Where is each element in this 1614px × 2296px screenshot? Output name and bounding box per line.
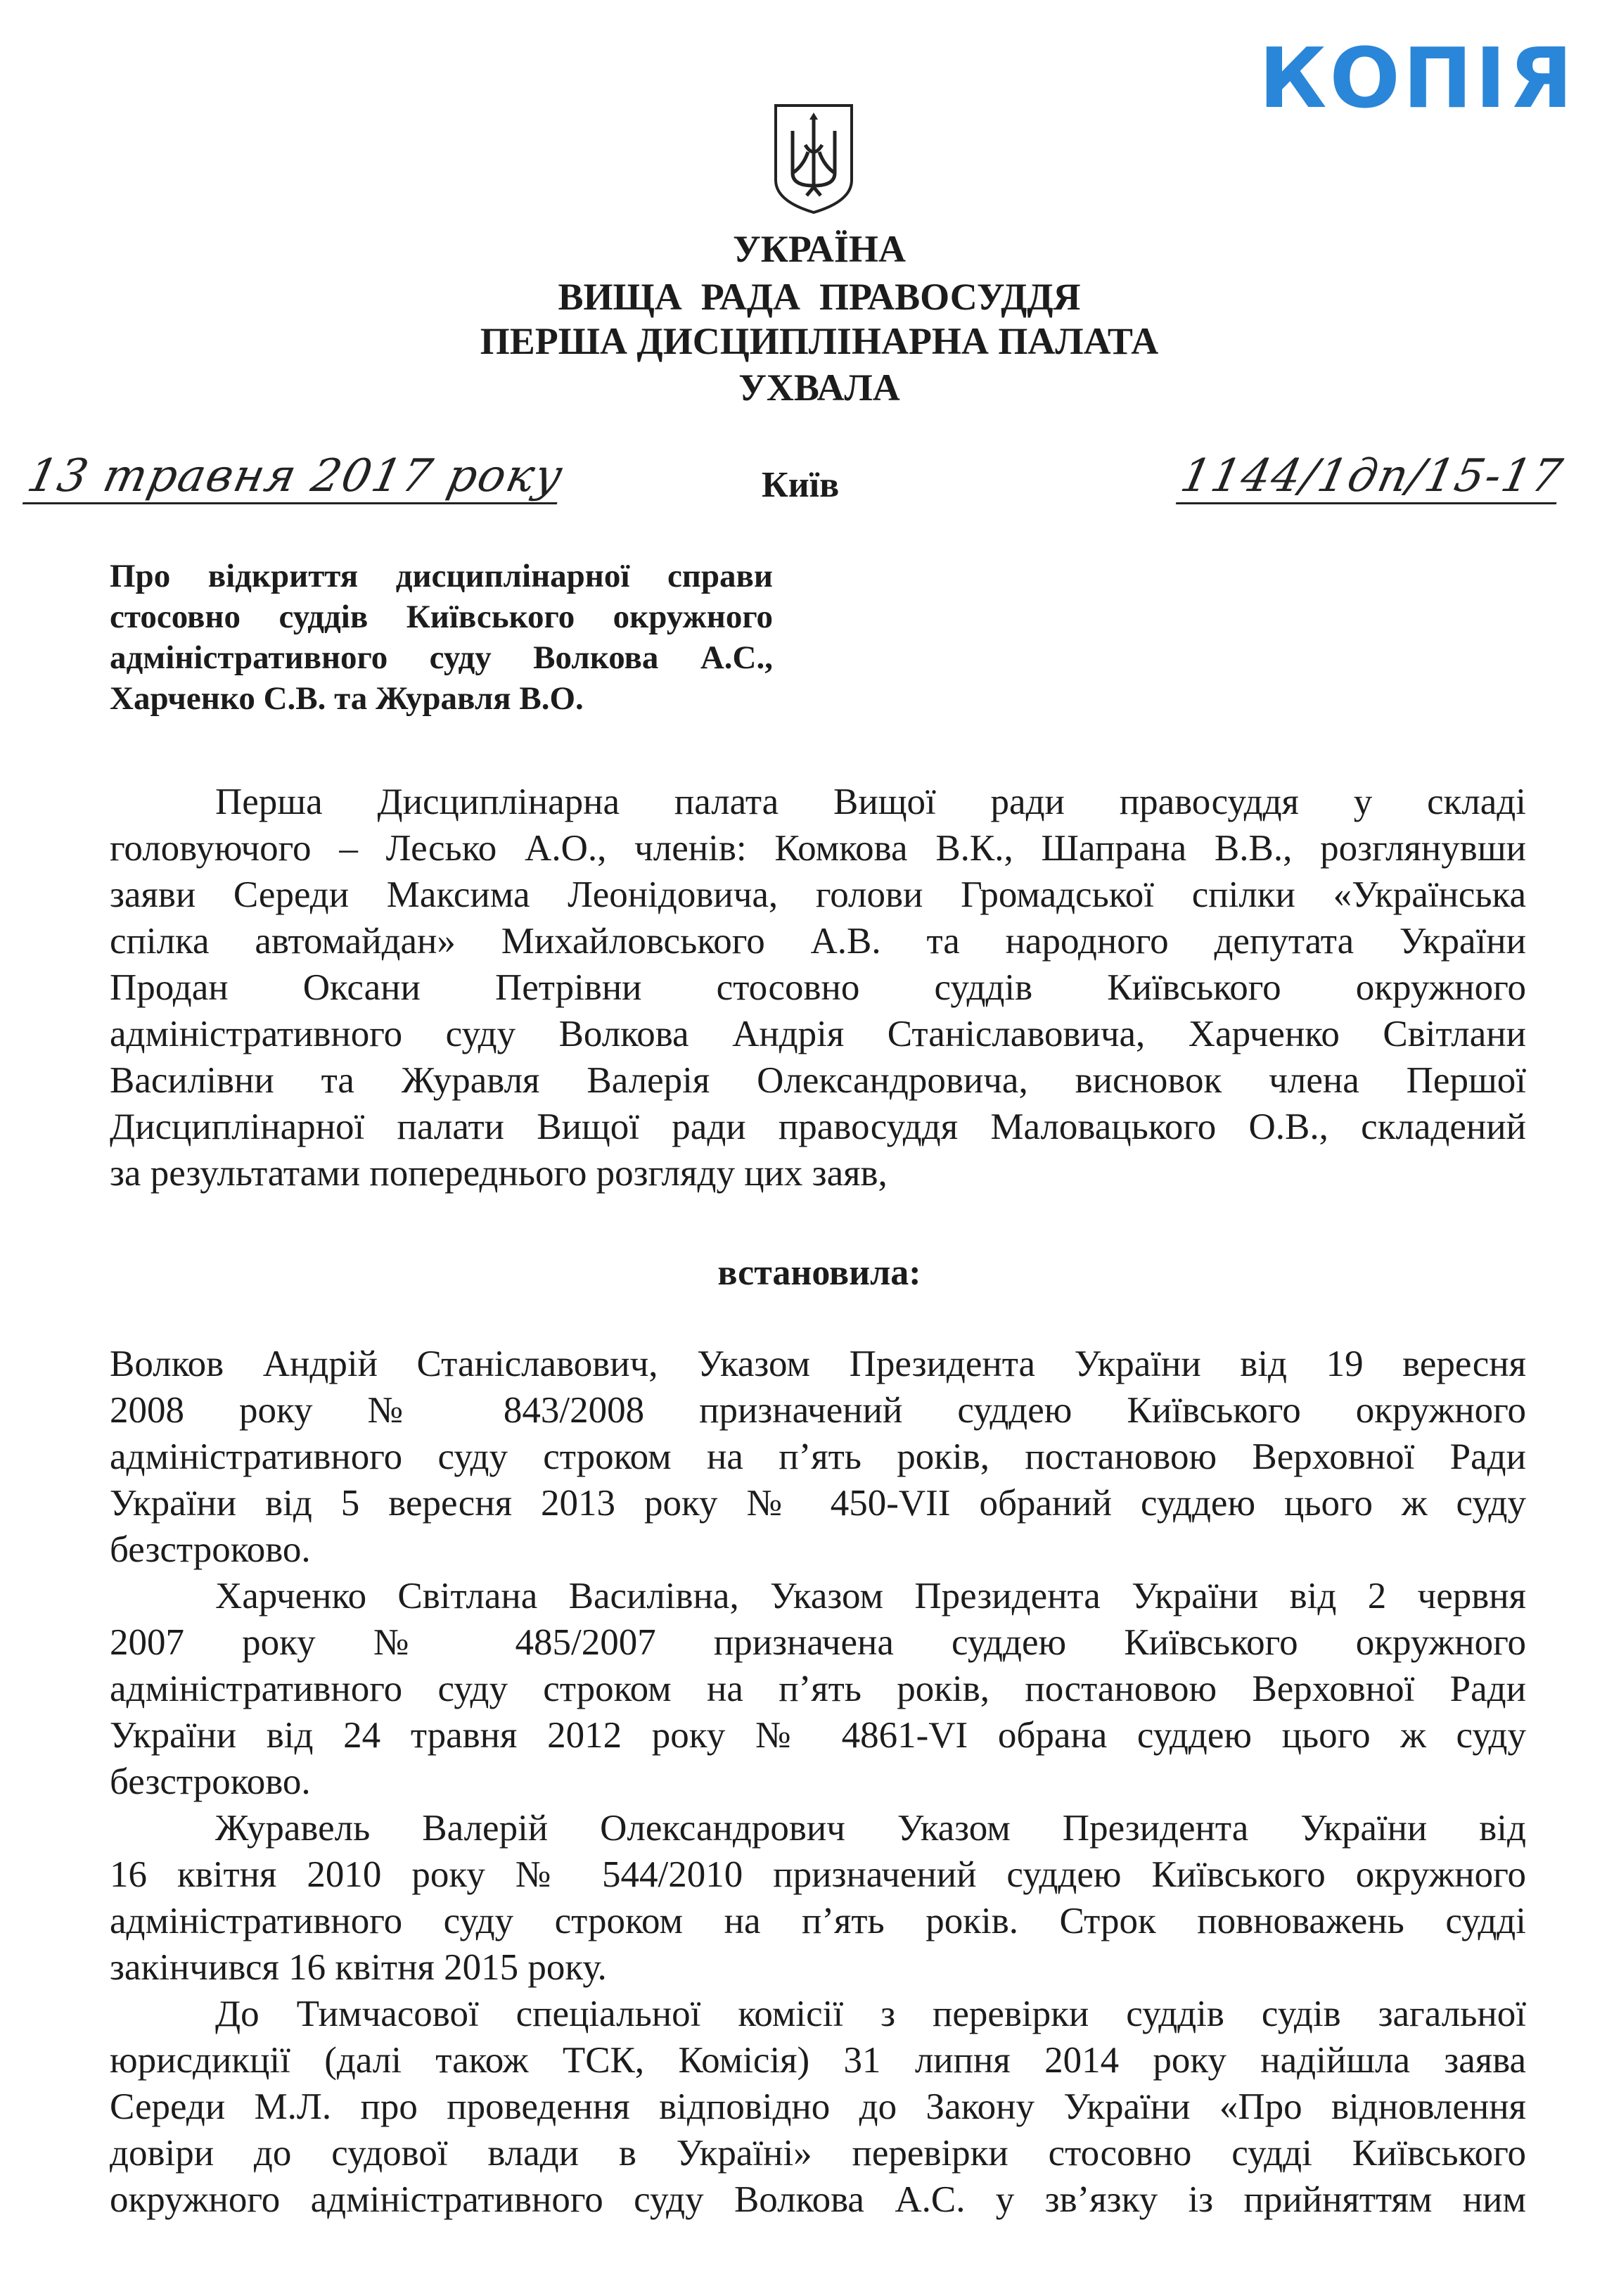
text-line: довіри до судової влади в Україні» перевірки стосовно судді Київського <box>110 2133 1526 2174</box>
text-line: закінчився 16 квітня 2015 року. <box>110 1947 607 1988</box>
text-line: Дисциплінарної палати Вищої ради правосуддя Маловацького О.В., складений <box>110 1106 1526 1147</box>
paragraph-volkov <box>110 1341 1526 1573</box>
header-chamber: ПЕРША ДИСЦИПЛІНАРНА ПАЛАТА <box>480 320 1159 362</box>
subject-line: Харченко С.В. та Журавля В.О. <box>110 680 584 717</box>
city: Київ <box>762 465 840 505</box>
text-line: адміністративного суду строком на п’ять років, постановою Верховної Ради <box>110 1669 1526 1709</box>
text-line: заяви Середи Максима Леонідовича, голови Громадської спілки «Українська <box>110 874 1526 915</box>
paragraph-tsk <box>110 1991 1526 2223</box>
text-line: головуючого – Лесько А.О., членів: Комкова В.К., Шапрана В.В., розглянувши <box>110 828 1526 869</box>
text-line: адміністративного суду строком на п’ять років. Строк повноважень судді <box>110 1901 1526 1941</box>
header-country: УКРАЇНА <box>733 228 906 270</box>
intro-paragraph <box>110 779 1526 1197</box>
handwritten-date: 13 травня 2017 року <box>23 450 568 504</box>
paragraph-zhuravel <box>110 1805 1526 1991</box>
text-line: України від 24 травня 2012 року № 4861-VI обрана суддею цього ж суду <box>110 1715 1526 1756</box>
text-line: адміністративного суду строком на п’ять років, постановою Верховної Ради <box>110 1436 1526 1477</box>
text-line: Середи М.Л. про проведення відповідно до Закону України «Про відновлення <box>110 2086 1526 2127</box>
text-line: окружного адміністративного суду Волкова А.С. у зв’язку із прийняттям ним <box>110 2179 1526 2220</box>
header-council: ВИЩА РАДА ПРАВОСУДДЯ <box>558 276 1081 318</box>
text-line: Журавель Валерій Олександрович Указом Президента України від <box>215 1808 1526 1849</box>
text-line: Василівни та Журавля Валерія Олександровича, висновок члена Першої <box>110 1060 1526 1101</box>
subject-line: адміністративного суду Волкова А.С., <box>110 639 773 676</box>
text-line: 16 квітня 2010 року № 544/2010 призначений суддею Київського окружного <box>110 1854 1526 1895</box>
copy-stamp: КОПІЯ <box>1259 30 1576 127</box>
subject-block <box>110 556 773 719</box>
text-line: 2007 року № 485/2007 призначена суддею Київського окружного <box>110 1622 1526 1663</box>
text-line: Перша Дисциплінарна палата Вищої ради правосуддя у складі <box>215 782 1526 822</box>
subject-line: стосовно суддів Київського окружного <box>110 599 773 635</box>
text-line: Продан Оксани Петрівни стосовно суддів Київського окружного <box>110 967 1526 1008</box>
text-line: України від 5 вересня 2013 року № 450-VII обраний суддею цього ж суду <box>110 1483 1526 1524</box>
text-line: До Тимчасової спеціальної комісії з перевірки суддів судів загальної <box>215 1994 1526 2034</box>
paragraph-kharchenko <box>110 1573 1526 1805</box>
text-line: адміністративного суду Волкова Андрія Станіславовича, Харченко Світлани <box>110 1014 1526 1054</box>
handwritten-case-number: 1144/1дп/15-17 <box>1176 450 1568 504</box>
section-heading-established: встановила: <box>717 1253 921 1293</box>
subject-line: Про відкриття дисциплінарної справи <box>110 558 773 594</box>
text-line: Харченко Світлана Василівна, Указом Президента України від 2 червня <box>215 1576 1526 1616</box>
header-doc-type: УХВАЛА <box>738 366 900 409</box>
text-line: юрисдикції (далі також ТСК, Комісія) 31 липня 2014 року надійшла заява <box>110 2040 1526 2081</box>
text-line: безстроково. <box>110 1529 311 1570</box>
text-line: Волков Андрій Станіславович, Указом Президента України від 19 вересня <box>110 1344 1526 1384</box>
text-line: за результатами попереднього розгляду цих заяв, <box>110 1153 888 1194</box>
text-line: 2008 року № 843/2008 призначений суддею Київського окружного <box>110 1390 1526 1431</box>
coat-of-arms-trident-icon <box>771 103 856 215</box>
findings-body <box>110 1341 1526 2223</box>
text-line: безстроково. <box>110 1761 311 1802</box>
text-line: спілка автомайдан» Михайловського А.В. та народного депутата України <box>110 921 1526 962</box>
